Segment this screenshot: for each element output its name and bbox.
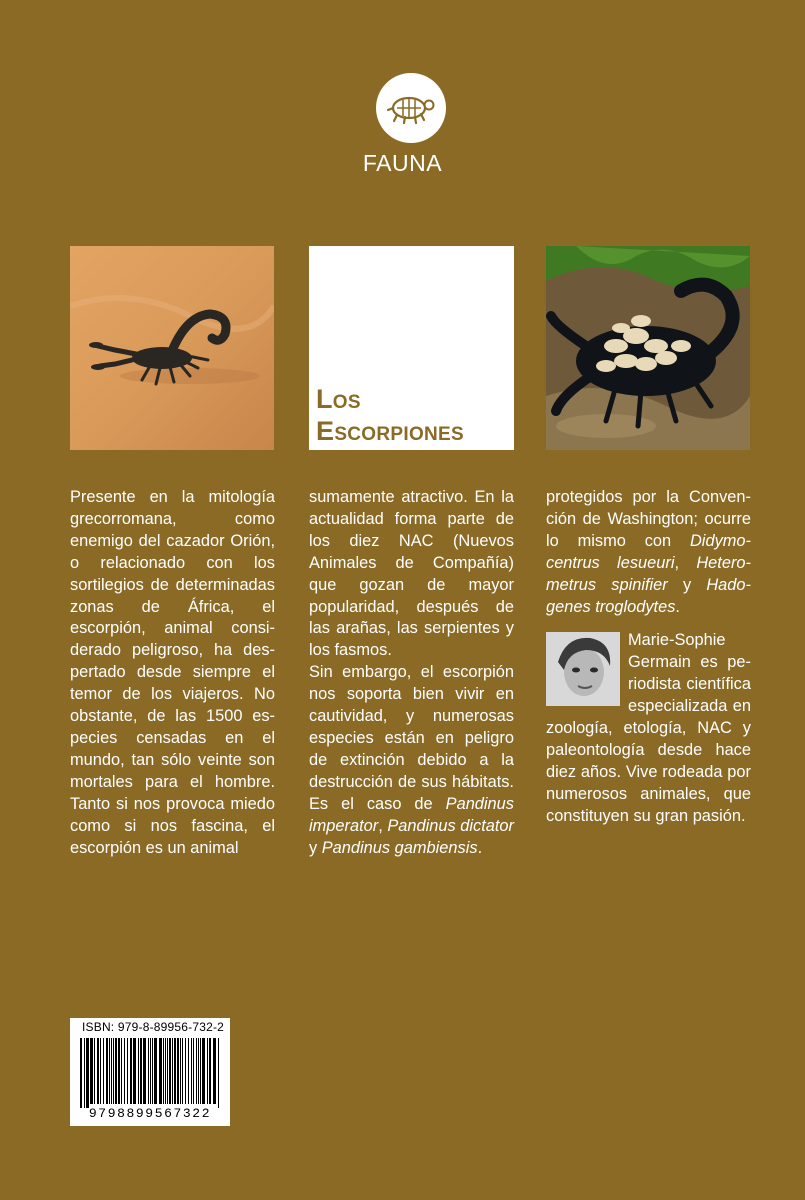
barcode-number: 9798899567322 xyxy=(88,1106,212,1121)
text-column-3 xyxy=(546,487,751,828)
species-name: Hadogenes troglodytes xyxy=(546,575,751,616)
paragraph-protected: protegidos por la Convención de Washington; ocurre lo mismo con Didymocentrus lesueuri, Heterometrus spinifier y Hadogenes troglodytes. xyxy=(546,488,752,616)
species-name: Pandinus imperator xyxy=(309,794,514,835)
title-line-2: ESCORPIONES xyxy=(316,416,465,446)
paragraph-extinction: Sin embargo, el escorpión nos soporta bien vivir en cautividad, y numerosas especies están en peligro de extinción debido a la destrucción de sus hábitats. Es el caso de Pandinus imperator, Pandinus dictator y Pandinus gambiensis. xyxy=(309,663,514,857)
title-line-1: LOS xyxy=(316,384,361,414)
species-name: Didymocentrus lesueuri xyxy=(546,531,751,572)
barcode xyxy=(70,1018,230,1126)
paragraph-nac: sumamente atractivo. En la actualidad forma parte de los diez NAC (Nuevos Animales de Compañía) que gozan de mayor popularidad, después de las arañas, las serpientes y los fasmos. xyxy=(309,488,514,660)
series-name: FAUNA xyxy=(362,150,443,176)
scorpion-with-young-photo xyxy=(546,246,750,450)
author-bio: Marie-Sophie Germain es periodista científica especializada en zoología, etología, NAC y paleontología desde hace diez años. Vive rodeada por numerosos animales, que constituyen su gran pasión. xyxy=(546,631,751,825)
species-name: Pandinus dictator xyxy=(387,816,514,835)
species-name: Heterometrus spinifier xyxy=(546,553,752,594)
fauna-logo xyxy=(376,73,446,143)
author-portrait-photo xyxy=(546,632,620,706)
scorpion-on-sand-photo xyxy=(70,246,274,450)
author-section xyxy=(546,630,751,827)
isbn-label: ISBN: 979-8-89956-732-2 xyxy=(82,1020,225,1034)
book-title xyxy=(309,246,514,450)
text-column-1 xyxy=(70,487,275,859)
turtle-icon xyxy=(383,88,439,128)
intro-paragraph: Presente en la mitología grecorromana, como enemigo del cazador Orión, o relacionado con los sortilegios de determinadas zonas de África, el escorpión, animal considerado peligroso, ha despertado desde siempre el temor de los viajeros. No obstante, de las 1500 especies censadas en el mundo, tan sólo veinte son mortales para el hombre. Tanto si nos provoca miedo como si nos fascina, el escorpión es un animal xyxy=(70,488,275,857)
species-name: Pandinus gambiensis xyxy=(321,838,478,857)
text-column-2 xyxy=(309,487,514,859)
